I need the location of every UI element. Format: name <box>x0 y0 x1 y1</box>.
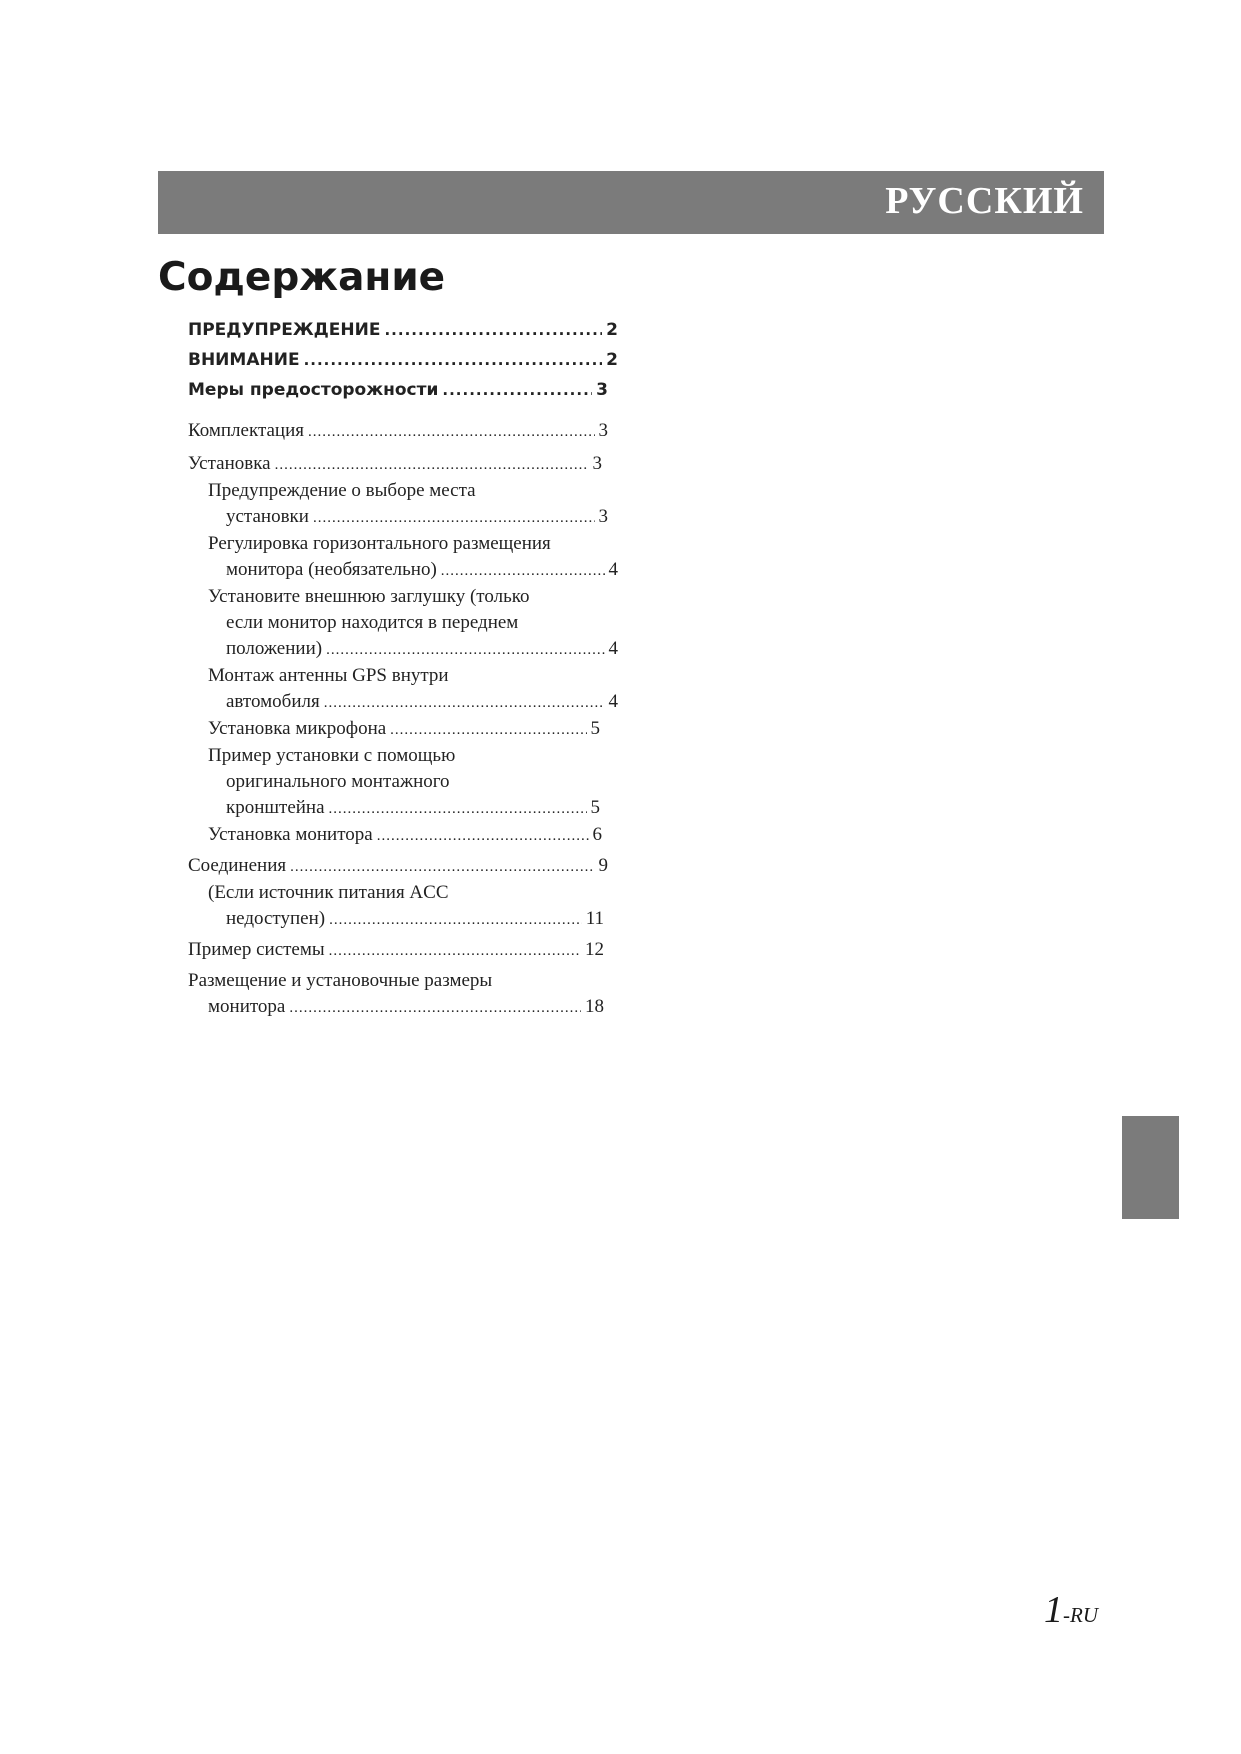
toc-item-system-example[interactable] <box>188 937 604 964</box>
toc-item-label: (Если источник питания ACC <box>208 882 449 903</box>
toc-item-horizontal-adjust[interactable] <box>208 531 618 584</box>
toc-item-label-cont: если монитор находится в переднем <box>226 612 519 633</box>
toc-item-microphone[interactable] <box>208 716 600 743</box>
toc-item-label: Меры предосторожности <box>188 380 439 400</box>
toc-item-location-warning[interactable] <box>208 478 608 531</box>
toc-item-gps-antenna[interactable] <box>208 663 618 716</box>
toc-item-caution[interactable] <box>188 348 618 372</box>
table-of-contents <box>188 318 618 1021</box>
toc-page-number: 5 <box>590 718 600 739</box>
toc-item-label: Пример установки с помощью <box>208 745 456 766</box>
toc-item-precautions[interactable] <box>188 378 608 402</box>
leader-dots <box>329 796 587 822</box>
toc-item-label-cont: автомобиля <box>226 691 320 712</box>
leader-dots <box>329 907 582 933</box>
toc-item-label: Установка монитора <box>208 824 373 845</box>
toc-page-number: 3 <box>598 420 608 441</box>
toc-page-number: 3 <box>596 380 608 400</box>
toc-item-label: Соединения <box>188 855 287 876</box>
leader-dots <box>290 854 594 880</box>
leader-dots <box>308 419 595 445</box>
toc-page-number: 3 <box>598 506 608 527</box>
language-label: РУССКИЙ <box>885 180 1084 222</box>
toc-page-number: 9 <box>598 855 608 876</box>
toc-page-number: 4 <box>608 559 618 580</box>
page-number <box>1044 1588 1098 1632</box>
toc-item-label: Установка <box>188 453 271 474</box>
toc-item-label-cont: монитора (необязательно) <box>226 559 437 580</box>
leader-dots <box>442 378 592 402</box>
leader-dots <box>313 505 595 531</box>
page-number-value: 1 <box>1044 1589 1063 1631</box>
leader-dots <box>377 823 589 849</box>
toc-page-number: 5 <box>590 797 600 818</box>
toc-page-number: 4 <box>608 691 618 712</box>
toc-page-number: 2 <box>606 320 618 340</box>
toc-item-label-cont: оригинального монтажного <box>226 771 450 792</box>
toc-item-label-cont: монитора <box>208 996 286 1017</box>
toc-item-label-cont: кронштейна <box>226 797 325 818</box>
leader-dots <box>275 452 589 478</box>
side-thumb-tab <box>1122 1116 1179 1219</box>
toc-page-number: 11 <box>585 908 604 929</box>
toc-item-label: ВНИМАНИЕ <box>188 350 300 370</box>
leader-dots <box>324 690 605 716</box>
toc-item-label-cont: недоступен) <box>226 908 326 929</box>
toc-page-number: 18 <box>585 996 604 1017</box>
toc-item-label: Комплектация <box>188 420 304 441</box>
leader-dots <box>326 637 604 663</box>
leader-dots <box>304 348 603 372</box>
toc-page-number: 3 <box>592 453 602 474</box>
page-number-suffix: -RU <box>1063 1603 1098 1627</box>
toc-item-label: ПРЕДУПРЕЖДЕНИЕ <box>188 320 381 340</box>
toc-item-label-cont: положении) <box>226 638 323 659</box>
toc-page-number: 6 <box>592 824 602 845</box>
toc-item-monitor-dimensions[interactable] <box>188 968 604 1021</box>
leader-dots <box>329 938 581 964</box>
page-title: Содержание <box>158 255 446 300</box>
toc-item-label: Размещение и установочные размеры <box>188 970 493 991</box>
toc-item-warning[interactable] <box>188 318 618 342</box>
toc-page-number: 4 <box>608 638 618 659</box>
leader-dots <box>390 717 586 743</box>
toc-item-label: Установите внешнюю заглушку (только <box>208 586 530 607</box>
toc-item-label: Регулировка горизонтального размещения <box>208 533 551 554</box>
leader-dots <box>289 995 581 1021</box>
toc-item-bracket-example[interactable] <box>208 743 600 822</box>
toc-item-acc-unavailable[interactable] <box>208 880 604 933</box>
toc-item-package[interactable] <box>188 418 608 445</box>
toc-item-label: Предупреждение о выборе места <box>208 480 476 501</box>
leader-dots <box>441 558 605 584</box>
toc-item-label-cont: установки <box>226 506 309 527</box>
toc-item-connections[interactable] <box>188 853 608 880</box>
toc-item-monitor-install[interactable] <box>208 822 602 849</box>
toc-page-number: 2 <box>606 350 618 370</box>
toc-item-external-plug[interactable] <box>208 584 618 663</box>
toc-item-installation[interactable] <box>188 451 602 478</box>
toc-item-label: Монтаж антенны GPS внутри <box>208 665 449 686</box>
leader-dots <box>384 318 602 342</box>
language-header-bar <box>158 171 1104 234</box>
toc-page-number: 12 <box>585 939 604 960</box>
toc-item-label: Установка микрофона <box>208 718 387 739</box>
toc-item-label: Пример системы <box>188 939 325 960</box>
